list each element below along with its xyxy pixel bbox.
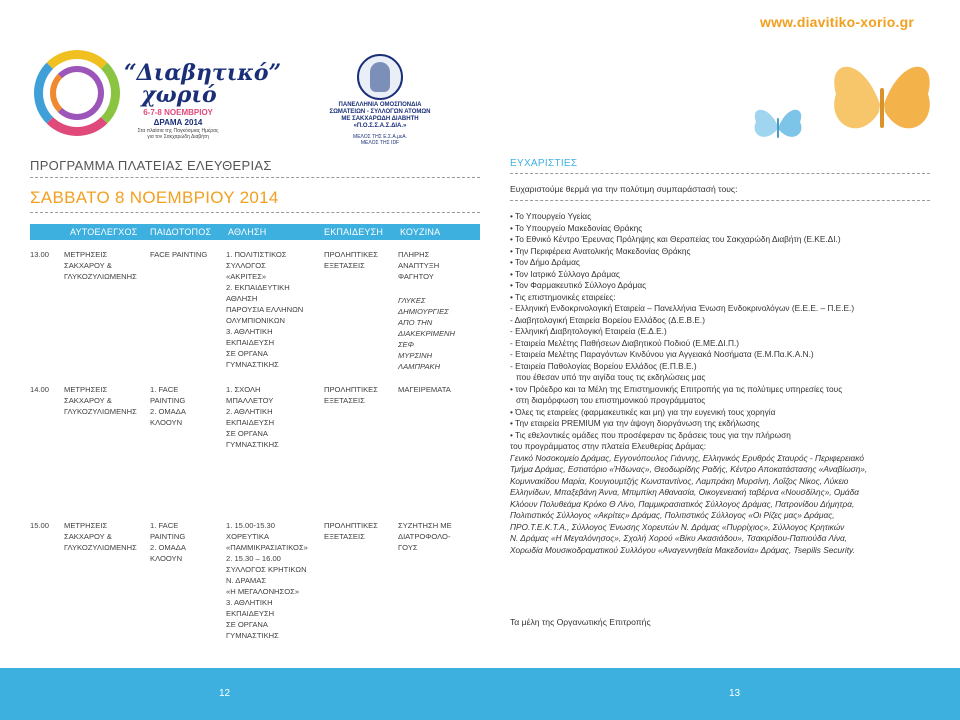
cell-education: ΠΡΟΛΗΠΤΙΚΕΣ ΕΞΕΤΑΣΕΙΣ: [324, 521, 378, 541]
thanks-line: • Την εταιρεία PREMIUM για την άψογη διοργάνωση της εκδήλωσης: [510, 418, 760, 428]
cell-kids: 1. FACE PAINTING 2. ΟΜΑΔΑ ΚΛΟΟΥΝ: [150, 521, 186, 563]
thanks-line: • Όλες τις εταιρείες (φαρμακευτικές και μη) για την ευγενική τους χορηγία: [510, 406, 776, 417]
organizing-committee-signature: Τα μέλη της Οργανωτικής Επιτροπής: [510, 617, 651, 627]
festival-logo-inner-ring: [50, 66, 104, 120]
page-number-left: 12: [219, 688, 231, 699]
column-header: ΑΘΛΗΣΗ: [228, 227, 267, 237]
thanks-line: • τον Πρόεδρο και τα Μέλη της Επιστημονικής Επιτροπής για τις πολύτιμες υπηρεσίες τους: [510, 383, 843, 394]
cell-kitchen: ΠΛΗΡΗΣ ΑΝΑΠΤΥΞΗ ΦΑΓΗΤΟΥ: [398, 250, 440, 281]
thanks-intro: Ευχαριστούμε θερμά για την πολύτιμη συμπαράστασή τους:: [510, 184, 738, 194]
volunteer-line: Χορωδία Μουσικοδραματικού Συλλόγου «Αναγεννηθεία Μακεδονία» Δράμας, Tsepilis Security.: [510, 544, 855, 555]
column-header: ΚΟΥΖΙΝΑ: [400, 227, 441, 237]
volunteer-line: Ν. Δράμας «Η Μεγαλόνησος», Σχολή Χορού «Βίκυ Ακασιάδου», Τσακιρίδου-Παπιούδα Λίνα,: [510, 533, 848, 543]
cell-kitchen-extra: ΓΛΥΚΕΣ ΔΗΜΙΟΥΡΓΙΕΣ ΑΠΟ ΤΗΝ ΔΙΑΚΕΚΡΙΜΕΝΗ ΣΕΦ ΜΥΡΣΙΝΗ ΛΑΜΠΡΑΚΗ: [398, 296, 455, 371]
program-title: ΠΡΟΓΡΑΜΜΑ ΠΛΑΤΕΙΑΣ ΕΛΕΥΘΕΡΙΑΣ: [30, 158, 272, 173]
thanks-line: • Τον Δήμο Δράμας: [510, 257, 580, 267]
volunteer-line: ΠΡΟ.Τ.Ε.Κ.Τ.Α., Σύλλογος Ένωσης Χορευτών Ν. Δράμας «Πυρρίχιος», Σύλλογος Κρητικών: [510, 521, 845, 532]
association-membership: ΜΕΛΟΣ ΤΗΣ Ε.Σ.Α.μεΑ. ΜΕΛΟΣ ΤΗΣ IDF: [353, 134, 407, 146]
page-number-right: 13: [729, 688, 741, 699]
column-header: ΕΚΠΑΙΔΕΥΣΗ: [324, 227, 384, 237]
thanks-line: - Εταιρεία Μελέτης Παθήσεων Διαβητικού Ποδιού (Ε.ΜΕ.ΔΙ.Π.): [510, 337, 740, 348]
thanks-line: στη διαμόρφωση του επιστημονικού προγράμματος: [516, 395, 706, 405]
volunteer-line: Γενικό Νοσοκομείο Δράμας, Εγγονόπουλος Γιάννης, Ελληνικός Ερυθρός Σταυρός - Περιφερειακό: [510, 452, 864, 463]
program-date: ΣΑΒΒΑΤΟ 8 ΝΟΕΜΒΡΙΟΥ 2014: [30, 188, 279, 207]
thanks-line: • Το Υπουργείο Μακεδονίας Θράκης: [510, 222, 643, 233]
cell-kids: 1. FACE PAINTING 2. ΟΜΑΔΑ ΚΛΟΟΥΝ: [150, 385, 186, 427]
divider: [510, 173, 930, 174]
volunteer-line: Κομνινακίδου Μαρία, Κουγιουμτζής Κωνσταντίνος, Λαμπράκη Μυρσίνη, Λοΐζος Νίκος, Λύκειο: [510, 475, 849, 486]
thanks-line: - Ελληνική Διαβητολογική Εταιρεία (Ε.Δ.Ε.): [510, 326, 667, 336]
cell-education: ΠΡΟΛΗΠΤΙΚΕΣ ΕΞΕΤΑΣΕΙΣ: [324, 250, 378, 270]
thanks-line: • Τον Φαρμακευτικό Σύλλογο Δράμας: [510, 280, 647, 290]
footer-band: [0, 668, 960, 720]
cell-kids: FACE PAINTING: [150, 250, 208, 259]
thanks-line: - Εταιρεία Μελέτης Παραγόντων Κινδύνου για Αγγειακά Νοσήματα (Ε.Μ.Πα.Κ.Α.Ν.): [510, 349, 814, 359]
cell-kitchen: ΣΥΖΗΤΗΣΗ ΜΕ ΔΙΑΤΡΟΦΟΛΟ- ΓΟΥΣ: [398, 521, 452, 552]
thanks-line: • Τις εθελοντικές ομάδες που προσέφεραν τις δράσεις τους για την πλήρωση: [510, 429, 791, 440]
thanks-line: - Εταιρεία Παθολογίας Βορείου Ελλάδος (Ε.Π.Β.Ε.): [510, 360, 697, 371]
volunteer-line: Τμήμα Δράμας, Εστιατόριο «Ήδωνας», Θεοδωρίδης Ραδής, Κέντρο Αποκατάστασης «Αναβίωση»,: [510, 464, 868, 474]
column-header: ΑΥΤΟΕΛΕΓΧΟΣ: [70, 227, 138, 237]
thanks-title: ΕΥΧΑΡΙΣΤΙΕΣ: [510, 158, 578, 169]
thanks-line: που έθεσαν υπό την αιγίδα τους τις εκδηλώσεις μας: [516, 372, 706, 382]
cell-self-check: ΜΕΤΡΗΣΕΙΣ ΣΑΚΧΑΡΟΥ & ΓΛΥΚΟΖΥΛΙΩΜΕΝΗΣ: [64, 385, 137, 416]
thanks-list: [510, 211, 930, 556]
cell-sport: 1. ΠΟΛΙΤΙΣΤΙΚΟΣ ΣΥΛΛΟΓΟΣ «ΑΚΡΙΤΕΣ» 2. ΕΚΠΑΙΔΕΥΤΙΚΗ ΑΘΛΗΣΗ ΠΑΡΟΥΣΙΑ ΕΛΛΗΝΩΝ ΟΛΥΜΠΙΟΝΙΚΩΝ 3. ΑΘΛΗΤΙΚΗ ΕΚΠΑΙΔΕΥΣΗ ΣΕ ΟΡΓΑΝΑ ΓΥΜΝΑΣΤΙΚΗΣ: [226, 250, 304, 369]
butterfly-small-icon: [748, 100, 808, 152]
volunteer-line: Πολιτιστικός Σύλλογος «Ακρίτες» Δράμας, Πολιτιστικός Σύλλογος «Οι Ρίζες μας» Δράμας,: [510, 510, 835, 520]
cell-kitchen: ΜΑΓΕΙΡΕΜΑΤΑ: [398, 385, 451, 394]
row-time: 15.00: [30, 521, 50, 530]
volunteer-line: Ελληνίδων, Μπαξεβάνη Άννα, Μπιμπίκη Αθανασία, Οικογενειακή ταβέρνα «Νουσδίλης», Ομάδα: [510, 487, 859, 497]
thanks-line: • Την Περιφέρεια Ανατολικής Μακεδονίας Θράκης: [510, 245, 691, 256]
divider: [30, 212, 480, 213]
association-medal-portrait: [370, 62, 390, 92]
thanks-line: • Τον Ιατρικό Σύλλογο Δράμας: [510, 268, 620, 279]
festival-logo-title: “Διαβητικό” χωριό: [124, 60, 282, 108]
festival-logo-date: 6-7-8 ΝΟΕΜΒΡΙΟΥ ΔΡΑΜΑ 2014: [143, 108, 213, 127]
thanks-line: - Διαβητολογική Εταιρεία Βορείου Ελλάδος (Δ.Ε.Β.Ε.): [510, 314, 705, 325]
thanks-line: • Το Υπουργείο Υγείας: [510, 211, 592, 221]
thanks-line: του προγράμματος στην πλατεία Ελευθερίας Δράμας:: [510, 441, 707, 451]
thanks-line: • Τις επιστημονικές εταιρείες:: [510, 291, 616, 302]
cell-self-check: ΜΕΤΡΗΣΕΙΣ ΣΑΚΧΑΡΟΥ & ΓΛΥΚΟΖΥΛΙΩΜΕΝΗΣ: [64, 250, 137, 281]
program-table-header: [30, 224, 480, 240]
cell-self-check: ΜΕΤΡΗΣΕΙΣ ΣΑΚΧΑΡΟΥ & ΓΛΥΚΟΖΥΛΙΩΜΕΝΗΣ: [64, 521, 137, 552]
association-name: ΠΑΝΕΛΛΗΝΙΑ ΟΜΟΣΠΟΝΔΙΑ ΣΩΜΑΤΕΙΩΝ - ΣΥΛΛΟΓΩΝ ΑΤΟΜΩΝ ΜΕ ΣΑΚΧΑΡΩΔΗ ΔΙΑΒΗΤΗ «Π.Ο.Σ.Σ.Α.Σ.ΔΙΑ.»: [329, 102, 431, 129]
thanks-line: - Ελληνική Ενδοκρινολογική Εταιρεία – Πανελλήνια Ένωση Ενδοκρινολόγων (Ε.Ε.Ε. – Π.Ε.Ε.): [510, 303, 855, 313]
row-time: 13.00: [30, 250, 50, 259]
butterfly-large-icon: [822, 48, 942, 156]
cell-education: ΠΡΟΛΗΠΤΙΚΕΣ ΕΞΕΤΑΣΕΙΣ: [324, 385, 378, 405]
cell-sport: 1. 15.00-15.30 ΧΟΡΕΥΤΙΚΑ «ΠΑΜΜΙΚΡΑΣΙΑΤΙΚΟΣ» 2. 15.30 – 16.00 ΣΥΛΛΟΓΟΣ ΚΡΗΤΙΚΩΝ Ν. ΔΡΑΜΑΣ «Η ΜΕΓΑΛΟΝΗΣΟΣ» 3. ΑΘΛΗΤΙΚΗ ΕΚΠΑΙΔΕΥΣΗ ΣΕ ΟΡΓΑΝΑ ΓΥΜΝΑΣΤΙΚΗΣ: [226, 521, 308, 640]
volunteer-line: Κλόουν Πολυθεάμα Κρόκο Θ Λίνο, Παμμικρασιατικός Σύλλογος Δράμας, Πατρονίδου Δήμητρα,: [510, 498, 855, 509]
divider: [510, 200, 930, 201]
cell-sport: 1. ΣΧΟΛΗ ΜΠΑΛΛΕΤΟΥ 2. ΑΘΛΗΤΙΚΗ ΕΚΠΑΙΔΕΥΣΗ ΣΕ ΟΡΓΑΝΑ ΓΥΜΝΑΣΤΙΚΗΣ: [226, 385, 279, 449]
festival-logo-caption: Στα πλαίσια της Παγκόσμιας Ημέρας για τον Σακχαρώδη Διαβήτη: [137, 128, 219, 140]
column-header: ΠΑΙΔΟΤΟΠΟΣ: [150, 227, 212, 237]
thanks-line: • Το Εθνικό Κέντρο Έρευνας Πρόληψης και Θεραπείας του Σακχαρώδη Διαβήτη (Ε.ΚΕ.ΔΙ.): [510, 234, 841, 244]
site-url[interactable]: www.diavitiko-xorio.gr: [759, 14, 914, 30]
row-time: 14.00: [30, 385, 50, 394]
divider: [30, 177, 480, 178]
